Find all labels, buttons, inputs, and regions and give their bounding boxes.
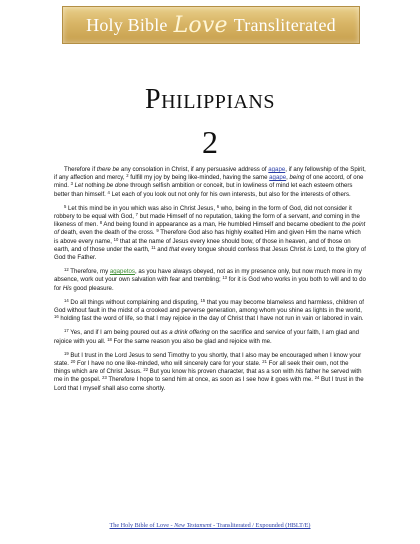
banner-text-holy-bible: Holy Bible <box>86 14 168 35</box>
chapter-number: 2 <box>202 124 218 160</box>
verse-number: 2 <box>126 173 129 179</box>
header-banner <box>62 6 360 44</box>
verse-number: 8 <box>99 220 103 226</box>
agape-link[interactable]: agape <box>269 174 287 182</box>
banner-text-love: Love <box>173 12 228 38</box>
verse-number: 6 <box>216 203 220 209</box>
verse-number: 23 <box>102 375 107 381</box>
footer-link[interactable]: The Holy Bible of Love - New Testament - Transliterated / Expounded (HBLT/E) <box>109 522 311 529</box>
verse-number: 19 <box>64 350 69 356</box>
verse-number: 12 <box>64 267 69 273</box>
paragraph-4: $^{14}$ Do all things without complaining and disputing, $^{15}$ that you may become blameless and harmless, children of God without fault in the midst of a crooked and perverse generation, among whom you shine as lights in the world, $^{16}$ holding fast the word of life, so that I may rejoice in the day of Christ that I have not run in vain or labored in vain. <box>54 297 364 323</box>
paragraph-6: $^{19}$ But I trust in the Lord Jesus to send Timothy to you shortly, that I also may be encouraged when I know your state. $^{20}$ For I have no one like-minded, who will sincerely care for your state. $^{21}$ For all seek their own, not the things which are of Christ Jesus. $^{22}$ But you know his proven character, that as a son with his father he served with me in the gospel. $^{23}$ Therefore I hope to send him at once, as soon as I see how it goes with me. $^{24}$ But I trust in the Lord that I myself shall also come shortly. <box>54 350 364 392</box>
verse-number: 4 <box>107 189 110 195</box>
verse-number: 22 <box>143 367 149 373</box>
paragraph-5: $^{17}$ Yes, and if I am being poured out as a drink offering on the sacrifice and service of your faith, I am glad and rejoice with you all. $^{18}$ For the same reason you also be glad and rejoice with me. <box>54 328 360 345</box>
verse-number: 7 <box>135 212 138 218</box>
verse-number: 11 <box>151 244 156 250</box>
verse-number: 5 <box>64 203 67 209</box>
verse-number: 13 <box>222 275 228 281</box>
verse-number: 17 <box>64 328 69 334</box>
verse-number: 16 <box>54 314 59 320</box>
verse-number: 9 <box>156 228 159 234</box>
paragraph-1: Therefore if there be any consolation in Christ, if any persuasive address of agape, if any fellowship of the Spirit, if any affection and mercy, $^2$ fulfill my joy by being like-minded, having the same agape, being of one accord, of one mind. $^3$ Let nothing be done through selfish ambition or conceit, but in lowliness of mind let each esteem others better than himself. $^4$ Let each of you look out not only for his own interests, but also for the interests of others. <box>54 166 366 198</box>
book-title: Philippians <box>145 84 275 115</box>
agape-link[interactable]: agape <box>268 166 286 173</box>
chapter-text <box>54 166 366 399</box>
banner-text-transliterated: Transliterated <box>233 14 336 35</box>
verse-number: 24 <box>314 375 320 381</box>
agapetos-link[interactable]: agapetos <box>109 268 135 276</box>
paragraph-2: $^5$ Let this mind be in you which was also in Christ Jesus, $^6$ who, being in the form of God, did not consider it robbery to be equal with God, $^7$ but made Himself of no reputation, taking the form of a servant, and coming in the likeness of men. $^8$ And being found in appearance as a man, He humbled Himself and became obedient to the point of death, even the death of the cross. $^9$ Therefore God also has highly exalted Him and given Him the name which is above every name, $^{10}$ that at the name of Jesus every knee should bow, of those in heaven, and of those on earth, and of those under the earth, $^{11}$ and that every tongue should confess that Jesus Christ is Lord, to the glory of God the Father. <box>54 203 366 262</box>
verse-number: 14 <box>64 297 69 303</box>
paragraph-3: $^{12}$ Therefore, my agapetos, as you have always obeyed, not as in my presence only, but now much more in my absence, work out your own salvation with fear and trembling; $^{13}$ for it is God who works in you both to will and to do for His good pleasure. <box>54 267 366 292</box>
verse-number: 18 <box>107 336 112 342</box>
verse-number: 3 <box>70 181 73 187</box>
verse-number: 10 <box>113 236 119 242</box>
verse-number: 15 <box>200 297 206 303</box>
verse-number: 21 <box>262 359 267 365</box>
verse-number: 20 <box>70 359 76 365</box>
